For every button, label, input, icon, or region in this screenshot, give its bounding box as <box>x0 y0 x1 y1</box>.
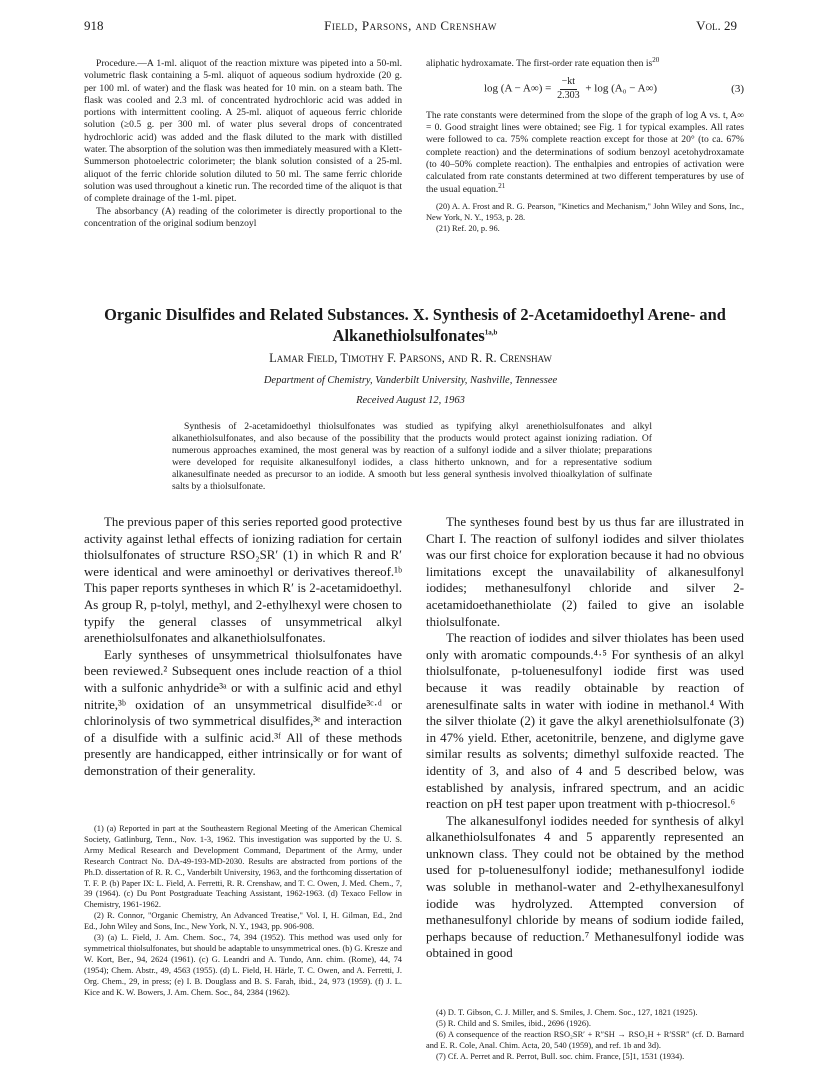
page-number: 918 <box>84 18 104 33</box>
received-date: Received August 12, 1963 <box>356 395 465 406</box>
intro-paragraph: The previous paper of this series reported good protective activity against lethal effects of ionizing radiation for certain thiolsulfonates of structure RSO₂SR′ (1) in which R and R′ were identical and were aminoethyl or derivatives thereof.¹ᵇ This paper reports syntheses in which R′ is 2-acetamidoethyl. As group R, p-tolyl, methyl, and 2-ethylhexyl were chosen to typify the general classes of unsymmetrical alkyl arenethiolsulfonates and alkanethiolsulfonates. <box>84 515 402 646</box>
footnote-1: (1) (a) Reported in part at the Southeastern Regional Meeting of the American Chemical Society, Gatlinburg, Tenn., Nov. 1-3, 1962. This investigation was supported by the U. S. Army Medical Research and Development Command, Department of the Army, under Research Contract No. DA-49-193-MD-2030. Results are abstracted from portions of the Ph.D. dissertation of R. R. C., Vanderbilt University, 1963, and the forthcoming dissertation of T. F. P. (b) Paper IX: L. Field, A. Ferretti, R. R. Crenshaw, and T. C. Owen, J. Med. Chem., 7, 39 (1964). (c) Du Pont Postgraduate Teaching Assistant, 1962-1963. (d) Texaco Fellow in Chemistry, 1961-1962. <box>84 824 402 910</box>
left-footnotes <box>84 824 402 999</box>
running-title: Field, Parsons, and Crenshaw <box>324 18 497 33</box>
procedure-paragraph: Procedure.—A 1-ml. aliquot of the reaction mixture was pipeted into a 50-ml. volumetric flask containing a 5-ml. aliquot of aqueous sodium hydroxide (20 g. per 100 ml. of water) and the flask was heated for 10 min. on a steam bath. The flask was cooled and 2.3 ml. of concentrated hydrochloric acid was added in portions with intermittent cooling. A 25-ml. aliquot of aqueous ferric chloride solution (≥0.5 g. per 300 ml. of water plus several drops of concentrated hydrochloric acid) was added and the flask diluted to the mark with distilled water. The absorption of the solution was then immediately measured with a Klett-Summerson photoelectric colorimeter; the blank solution consisted of a 25-ml. aliquot of the ferric chloride solution diluted to 50 ml. The same ferric chloride solution was used throughout a kinetic run. The recorded time of the aliquot is that of complete drainage of the 1-ml. pipet. <box>84 58 402 205</box>
article-left-column <box>84 514 402 780</box>
footnote-21: (21) Ref. 20, p. 96. <box>436 223 500 233</box>
article-affiliation: Department of Chemistry, Vanderbilt University, Nashville, Tennessee <box>263 375 558 386</box>
equation-rhs: + log (A₀ − A∞) <box>585 82 658 95</box>
footnote-4: (4) D. T. Gibson, C. J. Miller, and S. Smiles, J. Chem. Soc., 127, 1821 (1925). <box>436 1008 698 1017</box>
article-right-column <box>426 514 744 962</box>
prev-article-footnotes <box>426 202 744 235</box>
footnote-2: (2) R. Connor, "Organic Chemistry, An Advanced Treatise," Vol. I, H. Gilman, Ed., 2nd Ed., John Wiley and Sons, Inc., New York, N. Y., 1943, pp. 906-908. <box>84 911 402 932</box>
prev-article-right-column <box>426 55 744 235</box>
prev-article-left-column <box>84 58 402 230</box>
rate-equation-intro: aliphatic hydroxamate. The first-order rate equation then $is^{20}$ <box>426 55 660 69</box>
rate-constants-paragraph: The rate constants were determined from the slope of the graph of log A vs. t, A∞ = 0. Good straight lines were obtained; see Fig. 1 for typical examples. All rates were followed to ca. 75% complete reaction except for those at 20° (to ca. 67% complete reaction) and the determinations of sodium benzoyl acetohydroxamate (to 40–50% complete reaction). The enthalpies and entropies of activation were calculated from rate constants determined at two different temperatures by use of the usual equation.$^{21}$ <box>426 109 744 195</box>
footnote-5: (5) R. Child and S. Smiles, ibid., 2696 (1926). <box>436 1018 591 1028</box>
syntheses-paragraph: The syntheses found best by us thus far are illustrated in Chart I. The reaction of sulfonyl iodides and silver thiolates was our first choice for exploration because it had no obvious limitations except the unavailability of alkanesulfonyl iodides; methanesulfonyl chloride and silver 2-acetamidoethanethiolate (2) failed to give an isolable thiolsulfonate. <box>426 515 744 629</box>
equation-fraction: $\frac{-kt}{2.303}$ <box>557 76 580 101</box>
rate-equation <box>426 76 744 102</box>
article-abstract: Synthesis of 2-acetamidoethyl thiolsulfonates was studied as typifying alkyl arenethiolsulfonates and alkyl alkanethiolsulfonates, and also because of the possibility that the products would protect against ionizing radiation. Of numerous approaches examined, the most general was by reaction of a sulfonyl iodide and a silver thiolate; preparations were developed for requisite alkanesulfonyl iodides, a class hitherto unknown, and for a representative sodium alkanesulfinate needed as precursor to an iodide. A smooth but less general synthesis involved thioalkylation of sulfinate salts by a thiolsulfonate. <box>172 421 652 493</box>
footnote-7: (7) Cf. A. Perret and R. Perrot, Bull. soc. chim. France, [5]1, 1531 (1934). <box>436 1051 685 1061</box>
absorbancy-paragraph: The absorbancy (A) reading of the colorimeter is directly proportional to the concentration of the original sodium benzoyl <box>84 205 402 229</box>
right-footnotes <box>426 1008 744 1063</box>
article-authors: Lamar Field, Timothy F. Parsons, and R. R. Crenshaw <box>269 351 552 365</box>
alkanesulfonyl-paragraph: The alkanesulfonyl iodides needed for synthesis of alkyl alkanethiolsulfonates 4 and 5 apparently represented an unknown class. They could not be obtained by the method used for p-toluenesulfonyl iodide; methanesulfonyl iodide was soluble in methanol-water and 2-ethylhexanesulfonyl iodide was hydrolyzed. Attempted conversion of methanesulfonyl chloride by means of sodium iodide failed, perhaps because of reduction.⁷ Methanesulfonyl iodide was obtained in good <box>426 813 744 961</box>
iodides-paragraph: The reaction of iodides and silver thiolates has been used only with aromatic compounds.⁴·⁵ For synthesis of an alkyl thiolsulfonate, p-toluenesulfonyl iodide first was used because it was readily obtainable by reaction of arenesulfinate salts in water with iodine in methanol.⁴ With the silver thiolate (2) it gave the alkyl arenethiolsulfonate (3) in 47% yield. Ether, acetonitrile, benzene, and diglyme gave similar results as solvents; dimethyl sulfoxide reacted. The identity of 3, and also of 4 and 5 described below, was established by analysis, infrared spectrum, and an acidic reaction on pH test paper upon treatment with p-thiocresol.⁶ <box>426 631 744 812</box>
volume-label: Vol. 29 <box>696 18 737 33</box>
footnote-6: (6) A consequence of the reaction RSO₂SR′ + R″SH → RSO₂H + R′SSR″ (cf. D. Barnard and E. R. Cole, Anal. Chim. Acta, 20, 540 (1959), and ref. 1b and 3d). <box>426 1029 744 1050</box>
footnote-20: (20) A. A. Frost and R. G. Pearson, "Kinetics and Mechanism," John Wiley and Sons, Inc., New York, N. Y., 1953, p. 28. <box>426 201 744 222</box>
equation-lhs: log (A − A∞) = <box>484 82 552 95</box>
article-title: Organic Disulfides and Related Substances. X. Synthesis of 2-Acetamidoethyl Arene- and Alkanethiolsulfonates$^{1a,b}$ <box>104 305 726 345</box>
early-syntheses-paragraph: Early syntheses of unsymmetrical thiolsulfonates have been reviewed.² Subsequent ones include reaction of a thiol with a sulfonic anhydride³ᵃ or with a sulfinic acid and ethyl nitrite,³ᵇ oxidation of an unsymmetrical disulfide³ᶜ·ᵈ or chlorinolysis of two symmetrical disulfides,³ᵉ and interaction of a disulfide with a sulfinic acid.³ᶠ All of these methods presently are handicapped, either intrinsically or for want of demonstration of their generality. <box>84 647 402 778</box>
footnote-3: (3) (a) L. Field, J. Am. Chem. Soc., 74, 394 (1952). This method was used only for symmetrical thiolsulfonates, but should be adaptable to unsymmetrical ones. (b) G. Kresze and W. Kort, Ber., 94, 2624 (1961). (c) G. Leandri and A. Tundo, Ann. chim. (Rome), 44, 74 (1954); Chem. Abstr., 49, 4563 (1955). (d) L. Field, H. Härle, T. C. Owen, and A. Ferretti, J. Org. Chem., 29, in press; (e) I. B. Douglass and B. S. Farah, ibid., 24, 973 (1959). (f) J. L. Kice and K. W. Bowers, J. Am. Chem. Soc., 84, 2384 (1962). <box>84 933 402 997</box>
equation-number: (3) <box>731 82 744 95</box>
